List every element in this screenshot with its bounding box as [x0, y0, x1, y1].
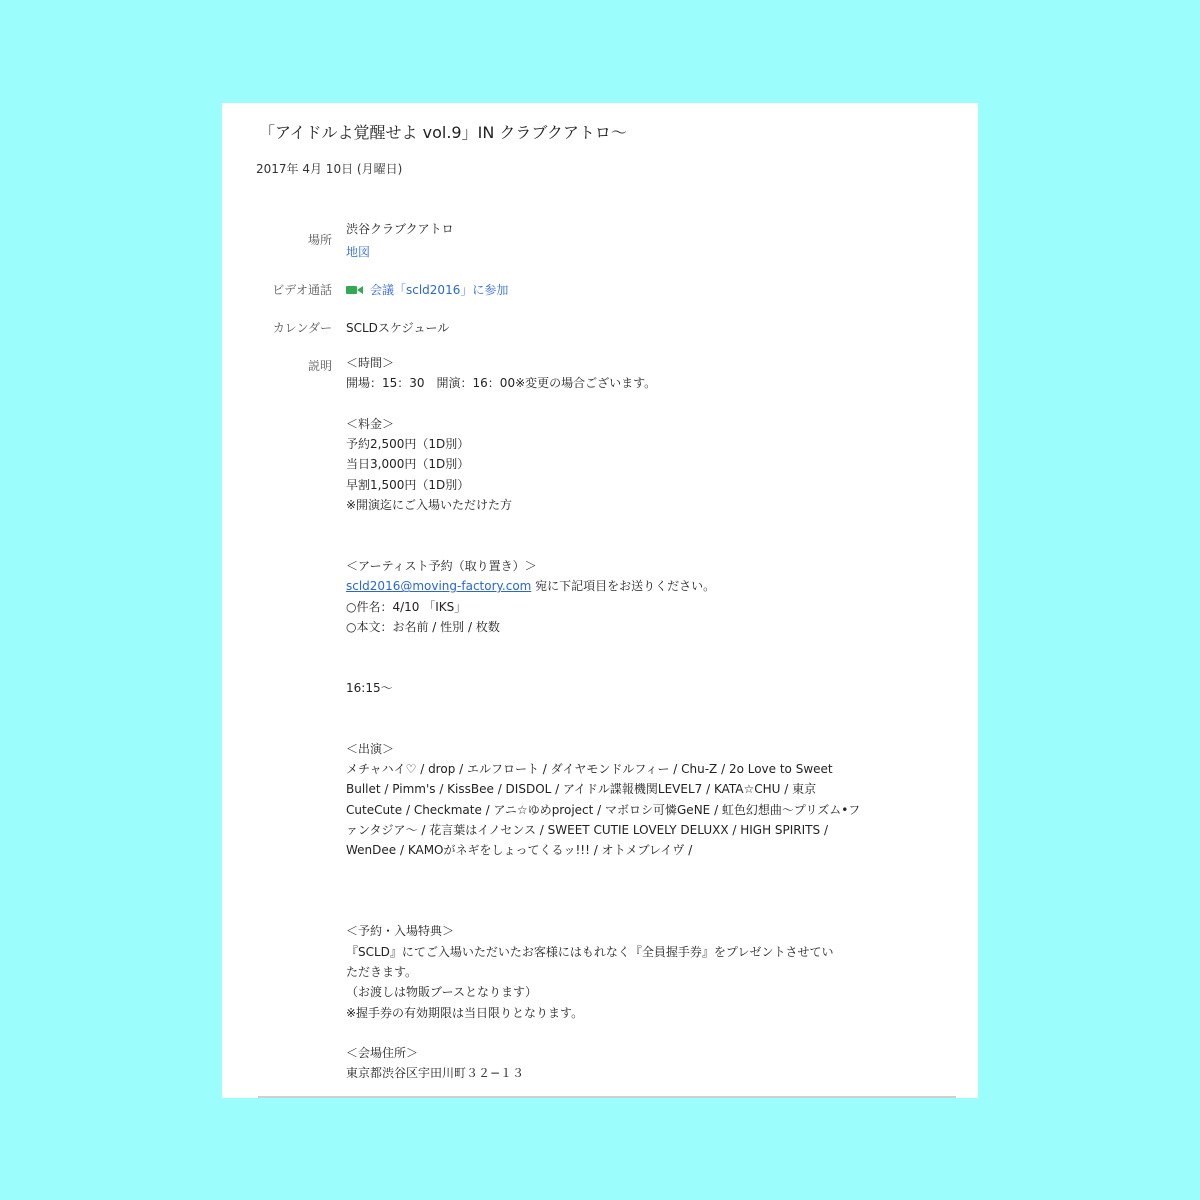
cast-heading: ＜出演＞	[346, 741, 395, 756]
email-line	[346, 576, 946, 596]
event-date: 2017年 4月 10日 (月曜日)	[256, 162, 403, 176]
time-line: 開場：15：30 開演：16：00※変更の場合ございます。	[346, 376, 657, 391]
bonus-line: ※握手券の有効期限は当日限りとなります。	[346, 1005, 584, 1020]
bonus-line: 『SCLD』にてご入場いただいたお客様にはもれなく『全員握手券』をプレゼントさせてい	[346, 944, 834, 959]
venue-address: 東京都渋谷区宇田川町３２−１３	[346, 1066, 525, 1081]
join-meeting-link[interactable]	[346, 281, 508, 298]
divider	[258, 1096, 956, 1098]
video-call-label: ビデオ通話	[272, 283, 332, 297]
price-note: ※開演迄にご入場いただけた方	[346, 498, 513, 513]
price-advance: 予約2,500円（1D別）	[346, 437, 470, 452]
cast-line: メチャハイ♡ / drop / エルフロート / ダイヤモンドルフィー / Chu-Z / 2o Love to Sweet	[346, 761, 833, 776]
description-label: 説明	[307, 359, 332, 373]
map-link[interactable]: 地図	[346, 245, 371, 259]
email-link[interactable]: scld2016@moving-factory.com	[346, 579, 532, 594]
cast-line: Bullet / Pimm's / KissBee / DISDOL / アイドル諜報機関LEVEL7 / KATA☆CHU / 東京	[346, 782, 817, 797]
time-heading: ＜時間＞	[346, 356, 395, 370]
venue-heading: ＜会場住所＞	[346, 1046, 419, 1061]
calendar-value: SCLDスケジュール	[346, 321, 450, 335]
cast-line: CuteCute / Checkmate / アニ☆ゆめproject / マボロシ可憐GeNE / 虹色幻想曲〜プリズム•フ	[346, 802, 861, 817]
location-label: 場所	[307, 233, 332, 247]
price-early: 早割1,500円（1D別）	[346, 477, 470, 492]
price-heading: ＜料金＞	[346, 416, 395, 431]
start-time: 16:15〜	[346, 680, 393, 695]
event-detail-card	[222, 103, 978, 1098]
video-camera-icon	[346, 285, 364, 295]
subject-line: ○件名：4/10 「IKS」	[346, 599, 467, 614]
join-meeting-label: 会議「scld2016」に参加	[370, 283, 509, 297]
calendar-label: カレンダー	[272, 321, 332, 335]
cast-line: ァンタジア〜 / 花言葉はイノセンス / SWEET CUTIE LOVELY DELUXX / HIGH SPIRITS /	[346, 822, 828, 837]
price-door: 当日3,000円（1D別）	[346, 457, 470, 472]
event-title: 「アイドルよ覚醒せよ vol.9」IN クラブクアトロ〜	[259, 123, 627, 142]
email-suffix: 宛に下記項目をお送りください。	[531, 579, 716, 594]
description-body	[346, 353, 946, 1084]
artist-reserve-heading: ＜アーティスト予約（取り置き）＞	[346, 558, 537, 573]
body-line: ○本文：お名前 / 性別 / 枚数	[346, 619, 500, 634]
location-value: 渋谷クラブクアトロ	[346, 222, 454, 236]
bonus-line: ただきます。	[346, 964, 418, 979]
cast-line: WenDee / KAMOがネギをしょってくるッ!!! / オトメブレイヴ /	[346, 843, 693, 858]
bonus-line: （お渡しは物販ブースとなります）	[346, 985, 538, 1000]
bonus-heading: ＜予約・入場特典＞	[346, 924, 455, 939]
